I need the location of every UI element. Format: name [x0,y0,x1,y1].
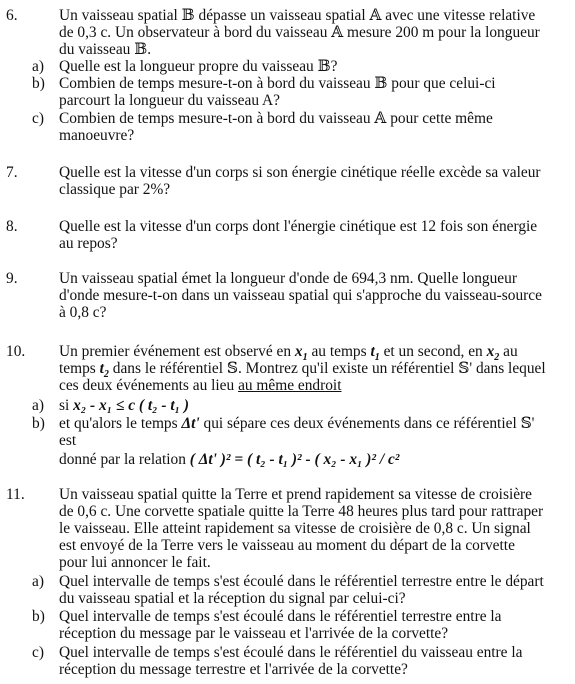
question-text: d'onde mesure-t-on dans un vaisseau spatial qui s'approche du vaisseau-source [59,287,542,304]
question-text: classique par 2%? [59,181,171,198]
question-number: 11. [6,486,25,503]
subquestion-text: Combien de temps mesure-t-on à bord du vaisseau 𝔹 pour que celui-ci [59,75,496,92]
subquestion-label: b) [32,608,45,625]
subquestion-label: b) [32,415,45,432]
question-text: le vaisseau. Elle atteint rapidement sa vitesse de croisière de 0,8 c. Un signal [59,520,531,537]
question-text: Un vaisseau spatial 𝔹 dépasse un vaisseau spatial 𝔸 avec une vitesse relative [59,7,536,24]
question-number: 8. [6,218,18,235]
subquestion-text: Quelle est la longueur propre du vaisseau 𝔹? [59,58,338,75]
question-number: 10. [6,343,26,360]
question-text: Un vaisseau spatial quitte la Terre et prend rapidement sa vitesse de croisière [59,486,533,503]
question-number: 7. [6,164,18,181]
question-text: à 0,8 c? [59,304,107,321]
interval-formula: ( Δt' )² = ( t₂ - t₁ )² - ( x₂ - x₁ )² / c² [189,451,400,468]
subquestion-text: du vaisseau spatial et la réception du signal par celui-ci? [59,590,406,607]
subquestion-label: c) [32,110,44,127]
subquestion-text: Quel intervalle de temps s'est écoulé dans le référentiel du vaisseau entre la [59,644,523,661]
subquestion-text: est [59,432,77,449]
question-text: Un premier événement est observé en $x_1$ au temps $t_1$ et un second, en $x_2$ au [59,343,518,364]
question-text: du vaisseau 𝔹. [59,41,152,58]
question-text: de 0,6 c. Une corvette spatiale quitte la Terre 48 heures plus tard pour rattraper [59,503,544,520]
subquestion-label: a) [32,397,44,414]
question-number: 9. [6,270,18,287]
subquestion-label: c) [32,644,44,661]
question-text: Quelle est la vitesse d'un corps si son énergie cinétique réelle excède sa valeur [59,164,541,181]
subquestion-text: Quel intervalle de temps s'est écoulé dans le référentiel terrestre entre le départ [59,573,544,590]
question-number: 6. [6,7,18,24]
subquestion-text: réception du message par le vaisseau et l'arrivée de la corvette? [59,625,449,642]
subquestion-text: donné par la relation ( Δt' )² = ( t₂ - t₁ )² - ( x₂ - x₁ )² / c² [59,451,400,468]
subquestion-text: parcourt la longueur du vaisseau A? [59,92,280,109]
subquestion-text: et qu'alors le temps Δt' qui sépare ces deux événements dans ce référentiel 𝕊' [59,415,535,432]
question-text: au repos? [59,235,118,252]
subquestion-text: Quel intervalle de temps s'est écoulé dans le référentiel terrestre entre la [59,608,502,625]
question-text: ces deux événements au lieu au même endroit [59,377,342,394]
question-text: pour lui annoncer le fait. [59,554,211,571]
inequality-formula: x₂ - x₁ ≤ c ( t₂ - t₁ ) [73,397,189,414]
subquestion-label: b) [32,75,45,92]
question-text: est envoyé de la Terre vers le vaisseau au moment du départ de la corvette [59,537,515,554]
question-text: de 0,3 c. Un observateur à bord du vaisseau 𝔸 mesure 200 m pour la longueur [59,24,540,41]
subquestion-text: Combien de temps mesure-t-on à bord du vaisseau 𝔸 pour cette même [59,110,493,127]
subquestion-label: a) [32,58,44,75]
subquestion-text: réception du message terrestre et l'arrivée de la corvette? [59,661,408,678]
subquestion-text: si x₂ - x₁ ≤ c ( t₂ - t₁ ) [59,397,189,414]
question-text: Un vaisseau spatial émet la longueur d'onde de 694,3 nm. Quelle longueur [59,270,517,287]
question-text: temps $t_2$ dans le référentiel 𝕊. Montrez qu'il existe un référentiel 𝕊' dans lequel [59,360,546,381]
subquestion-label: a) [32,573,44,590]
subquestion-text: manoeuvre? [59,127,135,144]
question-text: Quelle est la vitesse d'un corps dont l'énergie cinétique est 12 fois son énergie [59,218,538,235]
